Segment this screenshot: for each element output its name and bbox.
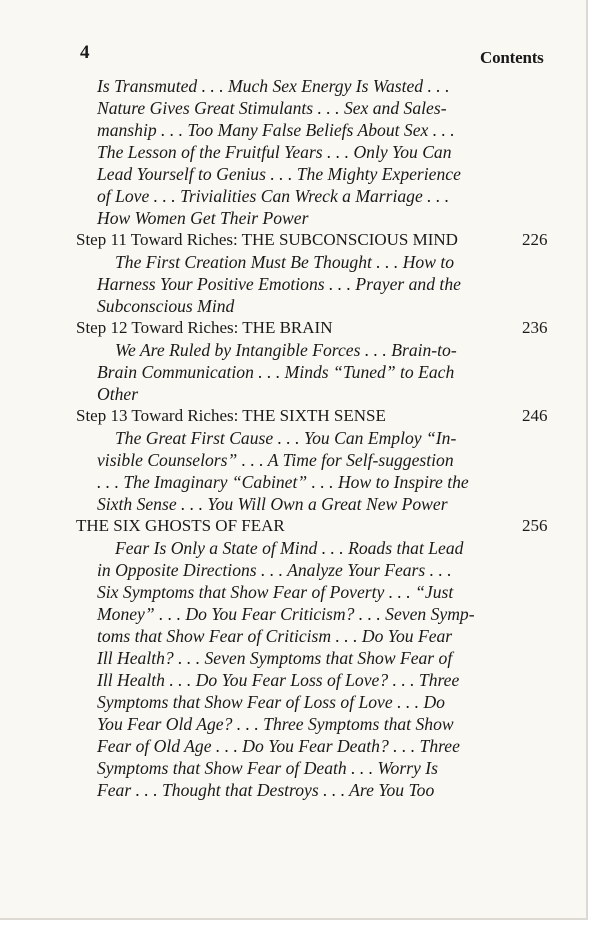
toc-chapter-title[interactable]: Step 11 Toward Riches: THE SUBCONSCIOUS MIND — [76, 230, 458, 249]
toc-description-line: Ill Health . . . Do You Fear Loss of Love? . . . Three — [97, 670, 460, 690]
running-title: Contents — [480, 48, 544, 67]
toc-description-line: Sixth Sense . . . You Will Own a Great New Power — [97, 494, 448, 514]
toc-description-line: Six Symptoms that Show Fear of Poverty . . . “Just — [97, 582, 454, 602]
toc-description-line: Other — [97, 384, 139, 404]
toc-description-line: Symptoms that Show Fear of Loss of Love . . . Do — [97, 692, 445, 712]
toc-description-line: Fear . . . Thought that Destroys . . . Are You Too — [97, 780, 435, 800]
toc-description-line: in Opposite Directions . . . Analyze Your Fears . . . — [97, 560, 452, 580]
toc-description-line: . . . The Imaginary “Cabinet” . . . How to Inspire the — [97, 472, 469, 492]
toc-page-number: 246 — [522, 406, 548, 425]
toc-description-line: toms that Show Fear of Criticism . . . Do You Fear — [97, 626, 453, 646]
toc-description-line: The First Creation Must Be Thought . . . How to — [115, 252, 455, 272]
toc-description-line: Is Transmuted . . . Much Sex Energy Is Wasted . . . — [97, 76, 450, 96]
toc-description-line: Harness Your Positive Emotions . . . Prayer and the — [97, 274, 461, 294]
toc-chapter-title[interactable]: Step 13 Toward Riches: THE SIXTH SENSE — [76, 406, 386, 425]
toc-description-line: Nature Gives Great Stimulants . . . Sex and Sales- — [97, 98, 447, 118]
toc-description-line: Ill Health? . . . Seven Symptoms that Show Fear of — [97, 648, 453, 668]
page-number: 4 — [80, 42, 90, 63]
toc-description-line: Subconscious Mind — [97, 296, 235, 316]
toc-description-line: Lead Yourself to Genius . . . The Mighty Experience — [97, 164, 461, 184]
toc-page-number: 256 — [522, 516, 548, 535]
toc-description-line: Fear of Old Age . . . Do You Fear Death? . . . Three — [97, 736, 460, 756]
toc-description-line: Brain Communication . . . Minds “Tuned” to Each — [97, 362, 455, 382]
toc-description-line: Money” . . . Do You Fear Criticism? . . . Seven Symp- — [97, 604, 475, 624]
toc-description-line: The Great First Cause . . . You Can Employ “In- — [115, 428, 457, 448]
toc-description-line: of Love . . . Trivialities Can Wreck a Marriage . . . — [97, 186, 450, 206]
toc-chapter-title[interactable]: THE SIX GHOSTS OF FEAR — [76, 516, 285, 535]
toc-description-line: visible Counselors” . . . A Time for Self-suggestion — [97, 450, 454, 470]
toc-description-line: manship . . . Too Many False Beliefs About Sex . . . — [97, 120, 455, 140]
toc-chapter-title[interactable]: Step 12 Toward Riches: THE BRAIN — [76, 318, 333, 337]
toc-description-line: The Lesson of the Fruitful Years . . . Only You Can — [97, 142, 452, 162]
toc-description-line: Symptoms that Show Fear of Death . . . Worry Is — [97, 758, 438, 778]
toc-page-number: 226 — [522, 230, 548, 249]
toc-description-line: How Women Get Their Power — [97, 208, 309, 228]
toc-description-line: We Are Ruled by Intangible Forces . . . Brain-to- — [115, 340, 457, 360]
toc-page-number: 236 — [522, 318, 548, 337]
toc-description-line: You Fear Old Age? . . . Three Symptoms that Show — [97, 714, 454, 734]
toc-description-line: Fear Is Only a State of Mind . . . Roads that Lead — [115, 538, 464, 558]
